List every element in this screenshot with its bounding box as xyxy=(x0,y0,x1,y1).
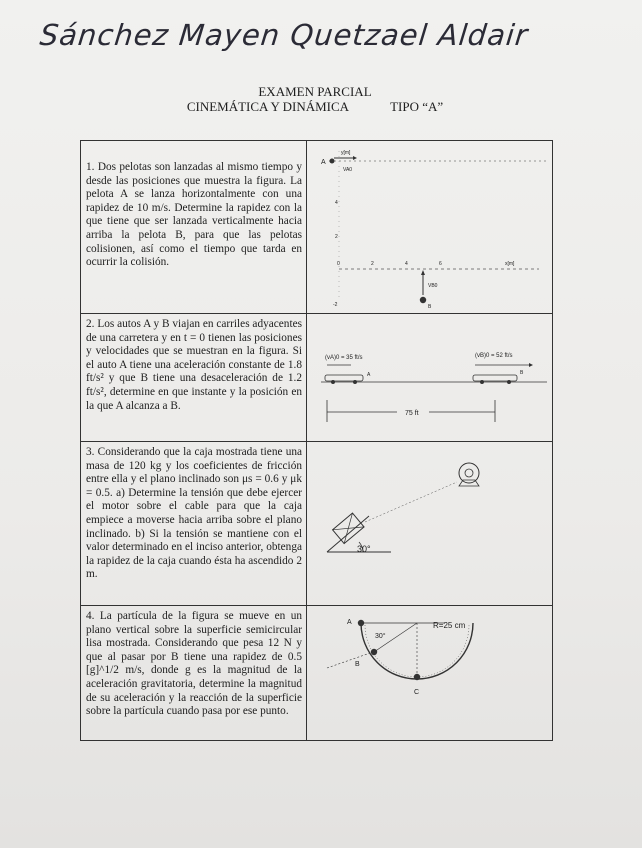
problem-2-figure xyxy=(307,314,552,441)
problem-row-2 xyxy=(81,313,552,441)
box xyxy=(333,513,364,544)
car-b xyxy=(473,375,517,384)
x-axis-label: x[m] xyxy=(505,261,515,267)
ball-b xyxy=(420,297,426,303)
y-tick: 2 xyxy=(335,234,338,240)
point-b-label: B xyxy=(355,661,360,668)
x-tick: 4 xyxy=(405,261,408,267)
car-a xyxy=(325,375,363,384)
x-tick: 6 xyxy=(439,261,442,267)
semicircle-diagram xyxy=(307,606,551,740)
cars-diagram xyxy=(307,314,551,441)
exam-header xyxy=(150,84,480,114)
motor-icon xyxy=(459,463,479,486)
incline-diagram xyxy=(307,442,551,605)
velocity-a-label: VA0 xyxy=(343,167,353,173)
point-c-label: C xyxy=(414,689,420,696)
exam-subject: CINEMÁTICA Y DINÁMICA xyxy=(186,99,350,114)
problem-1-figure xyxy=(307,141,552,313)
exam-type: TIPO “A” xyxy=(390,99,444,114)
ball-a xyxy=(330,159,335,164)
cable-line xyxy=(365,482,457,522)
x-tick: 0 xyxy=(337,261,340,267)
exam-subject-row xyxy=(150,99,480,114)
ball-b-label: B xyxy=(428,304,432,310)
problem-row-1 xyxy=(81,141,552,313)
radius-label: R=25 cm xyxy=(433,621,466,630)
problem-1-text: 1. Dos pelotas son lanzadas al mismo tiempo y desde las posiciones que muestra la figura. La pelota A se lanza horizontalmente con una rapidez de 10 m/s. Determine la rapidez con la que tiene que ser lanzada verticalmente hacia arriba la pelota B, para que las pelotas colisionen, así como el tiempo que tarda en ocurrir la colisión. xyxy=(81,141,307,313)
x-tick: 2 xyxy=(371,261,374,267)
problem-2-text: 2. Los autos A y B viajan en carriles adyacentes de una carretera y en t = 0 tienen las posiciones y velocidades que se muestran en la figura. Si el auto A tiene una aceleración constante de 1.8 ft/s² y que B tiene una desaceleración de 1.2 ft/s², determine en que instante y la posición en la que A alcanza a B. xyxy=(81,314,307,441)
car-a-velocity-label: (vA)0 = 35 ft/s xyxy=(325,355,363,361)
tangent-line xyxy=(327,652,373,668)
projectile-diagram xyxy=(307,141,551,313)
distance-label: 75 ft xyxy=(405,410,419,417)
point-a xyxy=(358,620,364,626)
car-a-label: A xyxy=(367,372,371,378)
angle-label: 30° xyxy=(375,633,386,640)
problems-table xyxy=(80,140,553,741)
y-axis-label: y[m] xyxy=(341,150,351,156)
problem-4-figure xyxy=(307,606,552,740)
car-b-label: B xyxy=(520,370,524,376)
y-tick: 4 xyxy=(335,200,338,206)
point-a-label: A xyxy=(347,619,352,626)
problem-4-text: 4. La partícula de la figura se mueve en un plano vertical sobre la superficie semicircular lisa mostrada. Considerando que pesa 12 N y que al pasar por B tiene una rapidez de 0.5 [g]^1/2 m/s, donde g es la magnitud de la aceleración gravitatoria, determine la magnitud de su aceleración y la reacción de la superficie sobre la partícula cuando pasa por ese punto. xyxy=(81,606,307,740)
y-tick: -2 xyxy=(333,302,338,308)
exam-title: EXAMEN PARCIAL xyxy=(258,84,372,99)
student-name: Sánchez Mayen Quetzael Aldair xyxy=(38,18,530,52)
problem-row-3 xyxy=(81,441,552,605)
problem-row-4 xyxy=(81,605,552,740)
car-b-velocity-label: (vB)0 = 52 ft/s xyxy=(475,353,513,359)
ball-a-label: A xyxy=(321,159,326,166)
velocity-b-label: VB0 xyxy=(428,283,438,289)
problem-3-figure xyxy=(307,442,552,605)
incline-angle-label: 30° xyxy=(357,544,371,554)
problem-3-text: 3. Considerando que la caja mostrada tiene una masa de 120 kg y los coeficientes de fricción entre ella y el plano inclinado son μs = 0.6 y μk = 0.5. a) Determine la tensión que debe ejercer el motor sobre el cable para que la caja empiece a moverse hacia arriba sobre el plano inclinado. b) Si la tensión se mantiene con el valor determinado en el inciso anterior, obtenga la rapidez de la caja cuando ésta ha ascendido 2 m. xyxy=(81,442,307,605)
